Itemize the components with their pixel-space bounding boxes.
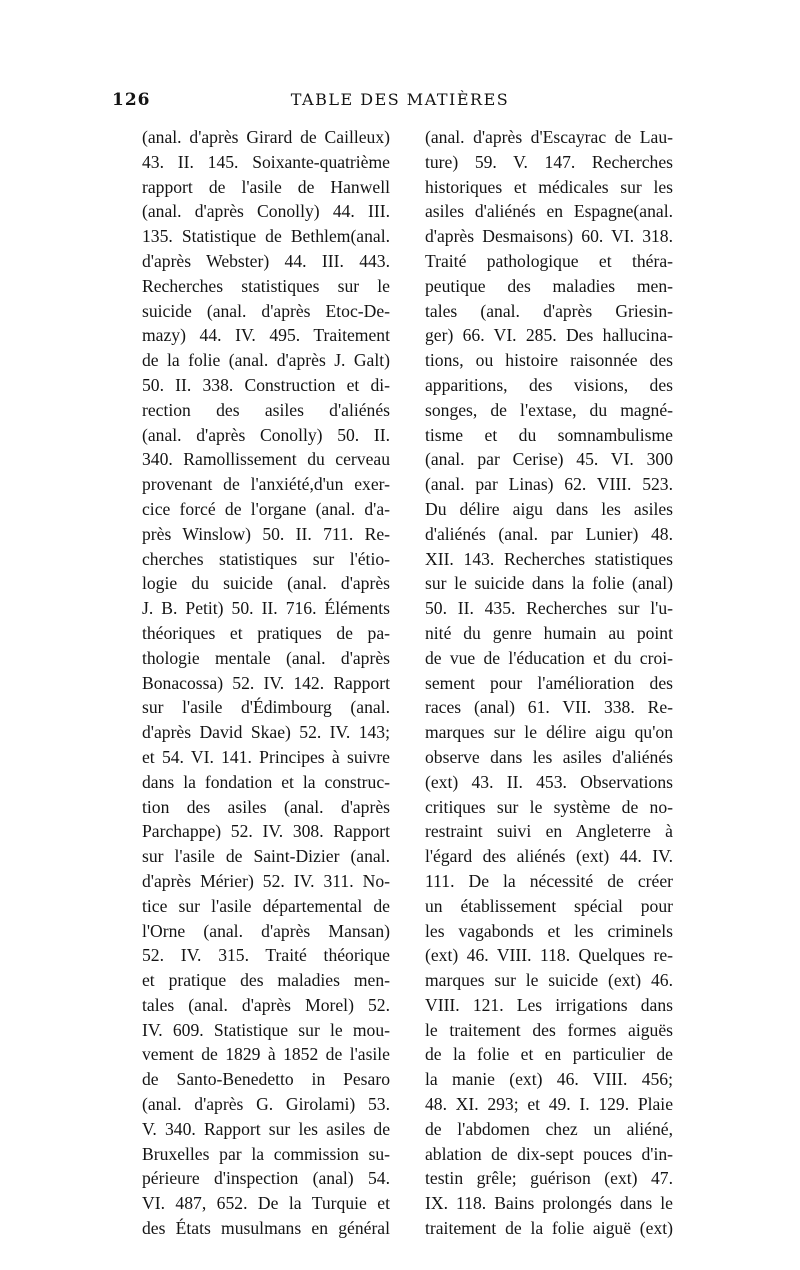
left-column-line: 340. Ramollissement du cerveau — [142, 449, 390, 470]
left-column-line: 135. Statistique de Bethlem(anal. — [142, 226, 390, 247]
right-column-line: (ext) 46. VIII. 118. Quelques re- — [425, 945, 673, 966]
left-column-line: près Winslow) 50. II. 711. Re- — [142, 523, 390, 544]
right-column-line: de vue de l'éducation et du croi- — [425, 647, 673, 668]
right-column-line: 50. II. 435. Recherches sur l'u- — [425, 598, 673, 619]
right-column-line: la manie (ext) 46. VIII. 456; — [425, 1069, 673, 1090]
left-column-line: rection des asiles d'aliénés — [142, 399, 390, 420]
left-column-line: tales (anal. d'après Morel) 52. — [142, 994, 390, 1015]
right-column-line: apparitions, des visions, des — [425, 374, 673, 395]
left-column-line: cherches statistiques sur l'étio- — [142, 548, 390, 569]
left-column-line: 52. IV. 315. Traité théorique — [142, 945, 390, 966]
right-column-line: VIII. 121. Les irrigations dans — [425, 994, 673, 1015]
right-column-line: Traité pathologique et théra- — [425, 250, 673, 271]
right-column-line: asiles d'aliénés en Espagne(anal. — [425, 201, 673, 222]
right-column-line: ablation de dix-sept pouces d'in- — [425, 1143, 673, 1164]
left-column-line: logie du suicide (anal. d'après — [142, 573, 390, 594]
left-column-line: et 54. VI. 141. Principes à suivre — [142, 746, 390, 767]
right-column-line: ger) 66. VI. 285. Des hallucina- — [425, 325, 673, 346]
right-column-line: (anal. par Cerise) 45. VI. 300 — [425, 449, 673, 470]
left-column-line: l'Orne (anal. d'après Mansan) — [142, 920, 390, 941]
left-column-line: périeure d'inspection (anal) 54. — [142, 1168, 390, 1189]
left-column-line: tion des asiles (anal. d'après — [142, 796, 390, 817]
right-column-line: l'égard des aliénés (ext) 44. IV. — [425, 846, 673, 867]
left-column-line: (anal. d'après Conolly) 44. III. — [142, 201, 390, 222]
right-column-line: Du délire aigu dans les asiles — [425, 498, 673, 519]
left-column-line: et pratique des maladies men- — [142, 970, 390, 991]
left-column-line: (anal. d'après Girard de Cailleux) — [142, 127, 390, 147]
right-column-line: testin grêle; guérison (ext) 47. — [425, 1168, 673, 1189]
left-column-line: provenant de l'anxiété,d'un exer- — [142, 474, 390, 495]
right-column-line: (ext) 43. II. 453. Observations — [425, 771, 673, 792]
right-column-line: observe dans les asiles d'aliénés — [425, 746, 673, 767]
right-column-line: le traitement des formes aiguës — [425, 1019, 673, 1040]
left-column-line: des États musulmans en général — [142, 1218, 390, 1239]
left-column-line: de Santo-Benedetto in Pesaro — [142, 1069, 390, 1090]
right-column-line: marques sur le délire aigu qu'on — [425, 722, 673, 743]
left-column-line: mazy) 44. IV. 495. Traitement — [142, 325, 390, 346]
left-column-line: dans la fondation et la construc- — [142, 771, 390, 792]
running-head — [0, 90, 800, 114]
right-column-line: d'après Desmaisons) 60. VI. 318. — [425, 226, 673, 247]
right-column-line: IX. 118. Bains prolongés dans le — [425, 1193, 673, 1214]
right-column-line: 111. De la nécessité de créer — [425, 870, 673, 891]
left-column-line: VI. 487, 652. De la Turquie et — [142, 1193, 390, 1214]
left-column-line: Recherches statistiques sur le — [142, 275, 390, 296]
left-column-line: V. 340. Rapport sur les asiles de — [142, 1118, 390, 1139]
left-column-line: 43. II. 145. Soixante-quatrième — [142, 151, 390, 172]
right-column-line: sur le suicide dans la folie (anal) — [425, 573, 673, 594]
right-column-line: tions, ou histoire raisonnée des — [425, 350, 673, 371]
left-column-line: de la folie (anal. d'après J. Galt) — [142, 350, 390, 371]
left-column-line: thologie mentale (anal. d'après — [142, 647, 390, 668]
left-column-line: d'après Webster) 44. III. 443. — [142, 250, 390, 271]
right-column-line: d'aliénés (anal. par Lunier) 48. — [425, 523, 673, 544]
right-column-line: les vagabonds et les criminels — [425, 920, 673, 941]
left-column-line: vement de 1829 à 1852 de l'asile — [142, 1044, 390, 1065]
right-column-line: XII. 143. Recherches statistiques — [425, 548, 673, 569]
left-column — [142, 125, 390, 1241]
right-column-line: (anal. d'après d'Escayrac de Lau- — [425, 127, 673, 147]
right-column-line: tales (anal. d'après Griesin- — [425, 300, 673, 321]
left-column-line: théoriques et pratiques de pa- — [142, 622, 390, 643]
left-column-line: cice forcé de l'organe (anal. d'a- — [142, 498, 390, 519]
left-column-line: suicide (anal. d'après Etoc-De- — [142, 300, 390, 321]
left-column-line: IV. 609. Statistique sur le mou- — [142, 1019, 390, 1040]
right-column-line: marques sur le suicide (ext) 46. — [425, 970, 673, 991]
right-column-line: critiques sur le système de no- — [425, 796, 673, 817]
left-column-line: sur l'asile d'Édimbourg (anal. — [142, 697, 390, 718]
page-number: 126 — [112, 90, 151, 110]
right-column-line: tisme et du somnambulisme — [425, 424, 673, 445]
right-column-line: races (anal) 61. VII. 338. Re- — [425, 697, 673, 718]
right-column-line: de la folie et en particulier de — [425, 1044, 673, 1065]
running-title: TABLE DES MATIÈRES — [290, 90, 510, 109]
left-column-line: (anal. d'après Conolly) 50. II. — [142, 424, 390, 445]
left-column-line: Bruxelles par la commission su- — [142, 1143, 390, 1164]
left-column-line: (anal. d'après G. Girolami) 53. — [142, 1094, 390, 1115]
left-column-line: tice sur l'asile départemental de — [142, 895, 390, 916]
left-column-line: rapport de l'asile de Hanwell — [142, 176, 390, 197]
left-column-line: sur l'asile de Saint-Dizier (anal. — [142, 846, 390, 867]
right-column-line: un établissement spécial pour — [425, 895, 673, 916]
right-column-line: de l'abdomen chez un aliéné, — [425, 1118, 673, 1139]
left-column-line: d'après Mérier) 52. IV. 311. No- — [142, 870, 390, 891]
left-column-line: d'après David Skae) 52. IV. 143; — [142, 722, 390, 743]
right-column-line: peutique des maladies men- — [425, 275, 673, 296]
left-column-line: Bonacossa) 52. IV. 142. Rapport — [142, 672, 390, 693]
left-column-line: Parchappe) 52. IV. 308. Rapport — [142, 821, 390, 842]
right-column-line: songes, de l'extase, du magné- — [425, 399, 673, 420]
right-column — [425, 125, 673, 1241]
right-column-line: sement pour l'amélioration des — [425, 672, 673, 693]
right-column-line: restraint suivi en Angleterre à — [425, 821, 673, 842]
right-column-line: (anal. par Linas) 62. VIII. 523. — [425, 474, 673, 495]
right-column-line: nité du genre humain au point — [425, 622, 673, 643]
right-column-line: ture) 59. V. 147. Recherches — [425, 151, 673, 172]
right-column-line: traitement de la folie aiguë (ext) — [425, 1218, 673, 1239]
right-column-line: historiques et médicales sur les — [425, 176, 673, 197]
right-column-line: 48. XI. 293; et 49. I. 129. Plaie — [425, 1094, 673, 1115]
left-column-line: 50. II. 338. Construction et di- — [142, 374, 390, 395]
left-column-line: J. B. Petit) 50. II. 716. Éléments — [142, 598, 390, 619]
